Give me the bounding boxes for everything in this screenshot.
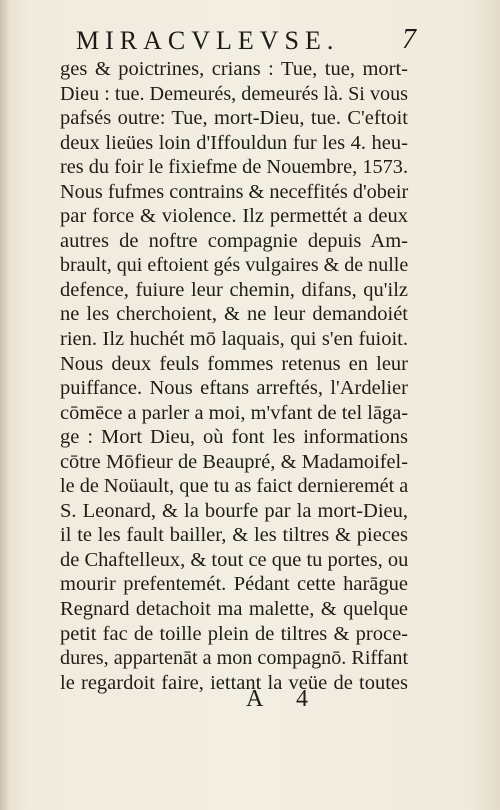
text-line: Regnard detachoit ma malette, & quelque bbox=[60, 598, 408, 621]
text-line: rien. Ilz huchét mō laquais, qui s'en fuioit. bbox=[60, 328, 408, 351]
signature-mark: A 4 bbox=[246, 686, 323, 712]
text-line: autres de noftre compagnie depuis Am- bbox=[60, 229, 408, 252]
body-text bbox=[60, 57, 408, 695]
text-line: le de Noüault, que tu as faict dernieremét a bbox=[60, 475, 409, 498]
text-line: Nous fufmes contrains & neceffités d'obeir bbox=[60, 180, 409, 203]
text-line: S. Leonard, & la bourfe par la mort-Dieu, bbox=[60, 499, 408, 522]
text-line: Dieu : tue. Demeurés, demeurés là. Si vous bbox=[60, 82, 408, 105]
text-line: defence, fuiure leur chemin, difans, qu'ilz bbox=[60, 278, 408, 301]
text-line: cōmēce a parler a moi, m'vfant de tel lāga- bbox=[60, 401, 409, 424]
gutter-shadow bbox=[0, 0, 10, 810]
text-line: de Chaftelleux, & tout ce que tu portes, ou bbox=[60, 548, 409, 571]
text-line: dures, appartenāt a mon compagnō. Riffant bbox=[60, 647, 409, 670]
text-line: mourir prefentemét. Pédant cette harāgue bbox=[60, 573, 408, 596]
text-line: ge : Mort Dieu, où font les informations bbox=[60, 426, 408, 449]
text-line: brault, qui eftoient gés vulgaires & de nulle bbox=[60, 254, 409, 277]
text-line: le regardoit faire, iettant la veüe de toutes bbox=[60, 671, 408, 694]
page-number: 7 bbox=[402, 24, 416, 55]
text-line: ne les cherchoient, & ne leur demandoiét bbox=[60, 303, 408, 326]
text-line: pafsés outre: Tue, mort-Dieu, tue. C'eftoit bbox=[60, 107, 408, 130]
text-line: il te les fault bailler, & les tiltres & pieces bbox=[60, 524, 408, 547]
text-line: par force & violence. Ilz permettét a deux bbox=[60, 205, 408, 228]
text-line: petit fac de toille plein de tiltres & proce- bbox=[60, 622, 408, 645]
text-line: puiffance. Nous eftans arreftés, l'Ardelier bbox=[60, 377, 408, 400]
running-title: MIRACVLEVSE. bbox=[76, 26, 340, 55]
text-line: res du foir le fixiefme de Nouembre, 1573. bbox=[60, 156, 409, 179]
text-line: deux lieües loin d'Iffouldun fur les 4. heu- bbox=[60, 131, 408, 154]
running-head bbox=[76, 24, 414, 58]
text-line: ges & poictrines, crians : Tue, tue, mort- bbox=[60, 58, 408, 80]
text-line: cōtre Mōfieur de Beaupré, & Madamoifel- bbox=[60, 450, 408, 473]
text-line: Nous deux feuls fommes retenus en leur bbox=[60, 352, 408, 375]
